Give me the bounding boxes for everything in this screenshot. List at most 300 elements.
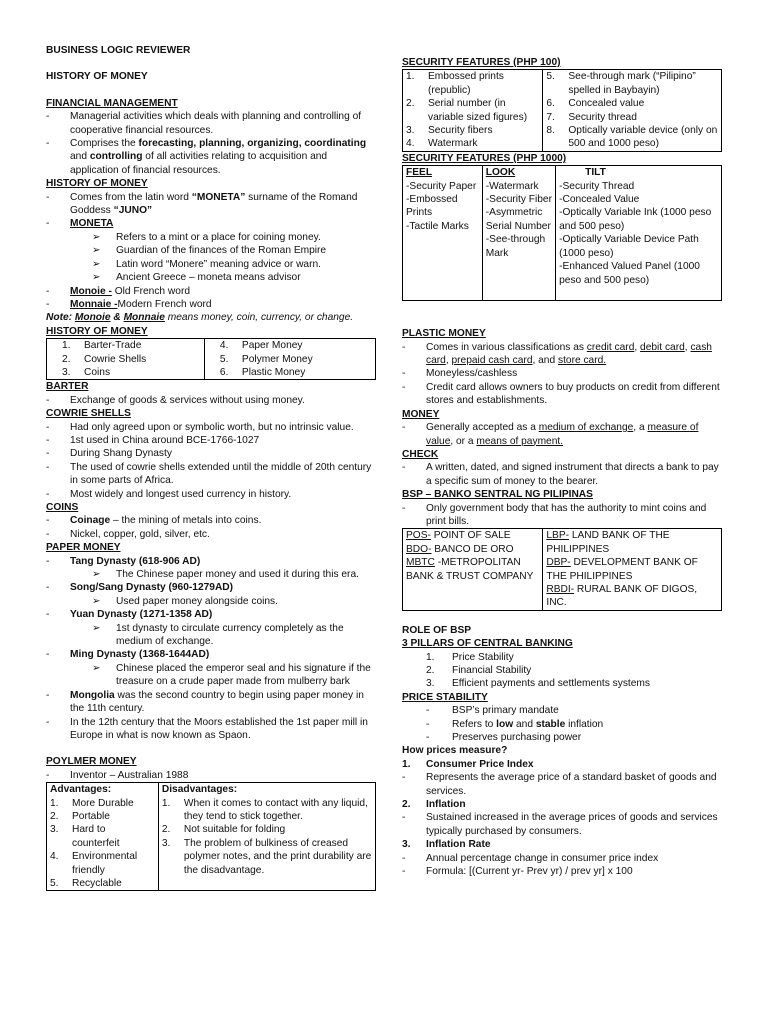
- table-cell: [556, 166, 722, 301]
- text: and: [70, 151, 90, 163]
- list-item: [46, 285, 376, 298]
- text: Mongolia: [70, 689, 115, 701]
- note: [46, 311, 376, 324]
- text: Inflation: [426, 799, 466, 811]
- text: Refers to a mint or a place for coining money.: [116, 231, 321, 243]
- text: 1.: [406, 71, 415, 83]
- dash: -: [46, 138, 50, 150]
- text: Modern French word: [117, 298, 212, 310]
- text: 2.: [426, 665, 435, 676]
- list-item: [50, 797, 155, 810]
- dash: -: [46, 716, 50, 728]
- text: During Shang Dynasty: [70, 448, 172, 460]
- text: In the 12th century that the Moors established the 1st paper mill in Europe in what is now known as Spaon.: [70, 716, 368, 741]
- list-item: [406, 137, 539, 150]
- text: When it comes to contact with any liquid, they tend to stick together.: [183, 797, 368, 822]
- text: and: [513, 718, 536, 730]
- text: 3.: [426, 678, 435, 690]
- list-item: -See-through Mark: [485, 234, 546, 259]
- text: surname of the Romand Goddess: [70, 191, 358, 217]
- list-item: [46, 662, 376, 689]
- list-item: [406, 556, 539, 583]
- paper-heading: PAPER MONEY: [46, 542, 121, 554]
- disadvantages-heading: Disadvantages:: [161, 784, 238, 796]
- dash: -: [46, 218, 50, 230]
- text: BDO-: [406, 543, 432, 555]
- list-item: [402, 677, 722, 690]
- text: [452, 718, 722, 731]
- text: &: [110, 312, 124, 324]
- list-item: [46, 488, 376, 501]
- text: Latin word “Monere” meaning advice or warn.: [116, 258, 321, 270]
- advantages-heading: Advantages:: [50, 784, 112, 796]
- text: Ancient Greece – moneta means advisor: [116, 272, 301, 284]
- text: [70, 298, 376, 311]
- polymer-table: [46, 782, 376, 891]
- table-cell: [403, 529, 543, 610]
- table-cell: [158, 783, 375, 891]
- list-item: -Security Paper: [406, 180, 477, 192]
- financial-management-heading: FINANCIAL MANAGEMENT: [46, 97, 178, 109]
- dash: -: [46, 191, 50, 203]
- right-column: [402, 56, 722, 879]
- dash: -: [46, 555, 50, 567]
- text: was the second country to begin using paper money in the 11th century.: [70, 689, 364, 715]
- list-item: [402, 502, 722, 529]
- bsp-heading: BSP – BANKO SENTRAL NG PILIPINAS: [402, 489, 593, 501]
- text: 2.: [161, 824, 171, 836]
- text: , a: [633, 422, 648, 434]
- text: Concealed value: [568, 98, 645, 110]
- text: 6.: [546, 98, 555, 110]
- text: 1.: [426, 651, 435, 663]
- list-item: [546, 529, 718, 556]
- list-item: [46, 581, 376, 594]
- text: low: [496, 718, 514, 730]
- text: 4.: [50, 851, 59, 863]
- list-item: [50, 877, 155, 890]
- text: Coins: [84, 366, 111, 378]
- list-item: [406, 97, 539, 124]
- price-stability-heading: PRICE STABILITY: [402, 691, 488, 703]
- text: Comprises the: [70, 138, 139, 150]
- dash: -: [426, 718, 430, 730]
- text: Efficient payments and settlements systems: [452, 678, 650, 690]
- list-item: [402, 381, 722, 408]
- text: Chinese placed the emperor seal and his signature if the treasure on a crude paper made from mulberry bark: [116, 662, 371, 688]
- text: 2.: [402, 799, 411, 811]
- dash: -: [46, 609, 50, 621]
- dash: -: [402, 866, 406, 878]
- text: Monnaie: [123, 312, 165, 324]
- text: “JUNO”: [113, 205, 153, 217]
- list-item: [46, 434, 376, 447]
- text: DBP-: [546, 557, 571, 569]
- text: Embossed prints (republic): [428, 71, 504, 96]
- text: Refers to: [452, 718, 497, 730]
- table-cell: [47, 783, 159, 891]
- text: Optically variable device (only on 500 and 1000 peso): [568, 125, 718, 150]
- bank-abbr-table: [402, 528, 722, 610]
- dash: -: [46, 515, 50, 527]
- coins-heading: COINS: [46, 502, 79, 513]
- text: Environmental friendly: [72, 851, 138, 876]
- list-item: -Embossed Prints: [406, 194, 458, 219]
- list-item: [50, 353, 201, 366]
- list-item: [402, 704, 722, 717]
- list-item: -Concealed Value: [559, 194, 640, 206]
- text: MBTC: [406, 557, 435, 569]
- feel-heading: FEEL: [406, 167, 433, 179]
- barter-heading: BARTER: [46, 381, 89, 393]
- text: debit card: [640, 341, 685, 353]
- text: Represents the average price of a standard basket of goods and services.: [426, 772, 717, 797]
- dash: -: [402, 422, 406, 434]
- cowrie-heading: COWRIE SHELLS: [46, 408, 131, 420]
- list-item: -Optically Variable Ink (1000 peso and 500 peso): [559, 207, 712, 232]
- list-item: [162, 837, 372, 877]
- text: Inventor – Australian 1988: [70, 769, 189, 781]
- list-item: [46, 394, 376, 407]
- list-item: [46, 191, 376, 218]
- text: 2.: [406, 98, 415, 110]
- text: 4.: [219, 340, 229, 352]
- sec1000-table: [402, 165, 722, 301]
- list-item: [546, 70, 718, 97]
- list-item: -Asymmetric Serial Number: [485, 207, 551, 232]
- list-item: [402, 664, 722, 677]
- text: POS-: [406, 530, 431, 542]
- arrow: ➢: [92, 622, 101, 634]
- list-item: [46, 622, 376, 649]
- list-item: [402, 421, 722, 448]
- text: cash card: [426, 341, 712, 367]
- list-item: [46, 421, 376, 434]
- text: Generally accepted as a: [426, 422, 539, 434]
- list-item: [46, 769, 376, 782]
- text: Cowrie Shells: [84, 353, 147, 365]
- dash: -: [426, 705, 430, 717]
- text: means money, coin, currency, or change.: [164, 312, 354, 324]
- list-item: -Security Thread: [559, 180, 635, 192]
- dash: -: [46, 689, 50, 701]
- text: More Durable: [72, 797, 134, 809]
- text: Old French word: [111, 285, 191, 297]
- arrow: ➢: [92, 231, 101, 243]
- list-item: [46, 244, 376, 257]
- text: 3.: [50, 824, 59, 836]
- text: 1.: [161, 797, 171, 809]
- pillars-heading: 3 PILLARS OF CENTRAL BANKING: [402, 638, 573, 650]
- list-item: [402, 341, 722, 368]
- dash: -: [46, 111, 50, 123]
- text: [70, 191, 376, 218]
- text: controlling: [89, 151, 143, 163]
- text: Plastic Money: [241, 366, 306, 378]
- text: 4.: [406, 138, 415, 150]
- text: Serial number (in variable sized figures): [428, 98, 528, 123]
- text: – the mining of metals into coins.: [110, 515, 262, 527]
- dash: -: [46, 582, 50, 594]
- text: Nickel, copper, gold, silver, etc.: [70, 528, 210, 540]
- text: ,: [445, 355, 452, 367]
- dash: -: [402, 368, 406, 380]
- text: 2.: [62, 353, 71, 365]
- list-item: [402, 771, 722, 798]
- list-item: [50, 339, 201, 352]
- text: A written, dated, and signed instrument that directs a bank to pay a specific sum of money to the bearer.: [426, 462, 719, 487]
- list-item: -Enhanced Valued Panel (1000 peso and 500 peso): [559, 261, 700, 286]
- polymer-heading: POYLMER MONEY: [46, 756, 137, 768]
- text: 1.: [50, 797, 59, 809]
- text: forecasting, planning, organizing, coordinating: [138, 138, 367, 150]
- list-item: -Watermark: [485, 180, 539, 192]
- dash: -: [46, 448, 50, 460]
- text: Financial Stability: [452, 665, 532, 676]
- text: RBDI-: [546, 583, 575, 595]
- text: ,: [684, 341, 691, 353]
- text: Managerial activities which deals with planning and controlling of cooperative financial resources.: [70, 111, 362, 136]
- text: Moneyless/cashless: [426, 368, 518, 380]
- text: Note:: [46, 312, 73, 324]
- text: Credit card allows owners to buy products on credit from different stores and establishments.: [426, 381, 720, 407]
- text: [426, 421, 722, 448]
- dash: -: [46, 394, 50, 406]
- text: Monnaie -: [70, 298, 118, 310]
- table-cell: [403, 166, 483, 301]
- text: Price Stability: [452, 651, 514, 663]
- text: Exchange of goods & services without using money.: [70, 394, 305, 406]
- text: RURAL BANK OF DIGOS, INC.: [546, 583, 698, 609]
- text: Monoie -: [70, 285, 112, 297]
- list-item: [50, 366, 201, 379]
- list-item: [546, 124, 718, 151]
- sec100-table: [402, 69, 722, 151]
- text: Consumer Price Index: [426, 758, 534, 770]
- list-item: [402, 718, 722, 731]
- list-item: [46, 258, 376, 271]
- moneta-label: MONETA: [70, 218, 114, 230]
- list-item: [46, 447, 376, 460]
- dash: -: [402, 852, 406, 864]
- text: Ming Dynasty (1368-1644AD): [70, 649, 210, 661]
- list-item: [208, 366, 372, 379]
- dash: -: [46, 285, 50, 297]
- dash: -: [46, 461, 50, 473]
- text: 3.: [62, 366, 71, 378]
- text: 2.: [50, 810, 59, 822]
- text: Security thread: [568, 111, 637, 123]
- text: LAND BANK OF THE PHILIPPINES: [546, 530, 670, 555]
- list-item: [402, 461, 722, 488]
- text: LBP-: [546, 530, 570, 542]
- list-item: [46, 298, 376, 311]
- text: , or a: [450, 435, 477, 447]
- text: Watermark: [428, 138, 478, 150]
- list-item: [402, 798, 722, 811]
- list-item: [46, 231, 376, 244]
- text: 7.: [546, 111, 555, 123]
- dash: -: [402, 341, 406, 353]
- text: Not suitable for folding: [183, 824, 286, 836]
- dash: -: [46, 528, 50, 540]
- list-item: [406, 70, 539, 97]
- arrow: ➢: [92, 272, 101, 284]
- text: Portable: [72, 810, 110, 822]
- dash: -: [402, 462, 406, 474]
- list-item: [546, 111, 718, 124]
- text: Had only agreed upon or symbolic worth, but no intrinsic value.: [70, 421, 354, 433]
- table-cell: [47, 339, 205, 380]
- text: 5.: [50, 877, 59, 889]
- text: 1.: [402, 758, 411, 770]
- list-item: [402, 731, 722, 744]
- text: prepaid cash card: [451, 355, 533, 367]
- text: BANCO DE ORO: [431, 543, 514, 555]
- history-table-heading: HISTORY OF MONEY: [46, 325, 148, 337]
- text: 5.: [219, 353, 229, 365]
- dash: -: [402, 502, 406, 514]
- history-table: [46, 338, 376, 380]
- text: Most widely and longest used currency in history.: [70, 488, 292, 500]
- text: means of payment.: [476, 435, 564, 447]
- text: Security fibers: [428, 125, 493, 137]
- text: Preserves purchasing power: [452, 732, 582, 744]
- text: Song/Sang Dynasty (960-1279AD): [70, 582, 234, 594]
- text: medium of exchange: [538, 422, 634, 434]
- text: [70, 689, 376, 716]
- list-item: [46, 528, 376, 541]
- text: [70, 514, 376, 527]
- dash: -: [402, 812, 406, 824]
- text: [70, 285, 376, 298]
- list-item: [46, 110, 376, 137]
- text: The used of cowrie shells extended until the middle of 20th century in some parts of Africa.: [70, 461, 372, 487]
- dash: -: [46, 488, 50, 500]
- list-item: [208, 339, 372, 352]
- history-title: HISTORY OF MONEY: [46, 71, 148, 83]
- text: Yuan Dynasty (1271-1358 AD): [70, 609, 213, 621]
- list-item: [402, 852, 722, 865]
- list-item: [208, 353, 372, 366]
- table-cell: [543, 529, 722, 610]
- list-item: [546, 97, 718, 110]
- text: Comes from the latin word: [70, 191, 192, 203]
- tilt-heading: TILT: [585, 167, 606, 179]
- list-item: [402, 865, 722, 878]
- text: Monoie: [74, 312, 111, 324]
- text: POINT OF SALE: [430, 530, 511, 542]
- list-item: [46, 514, 376, 527]
- text: Barter-Trade: [84, 340, 142, 352]
- text: inflation: [565, 718, 604, 730]
- text: DEVELOPMENT BANK OF THE PHILIPPINES: [546, 557, 698, 582]
- list-item: [46, 217, 376, 230]
- list-item: [46, 555, 376, 568]
- dash: -: [426, 732, 430, 744]
- text: BSP’s primary mandate: [452, 705, 559, 717]
- list-item: [46, 689, 376, 716]
- check-heading: CHECK: [402, 448, 439, 460]
- list-item: [46, 716, 376, 743]
- dash: -: [46, 298, 50, 310]
- text: Formula: [(Current yr- Prev yr) / prev yr] x 100: [426, 866, 633, 878]
- text: store card.: [557, 355, 607, 367]
- sec100-heading: SECURITY FEATURES (PHP 100): [402, 57, 561, 68]
- dash: -: [46, 434, 50, 446]
- text: The Chinese paper money and used it during this era.: [116, 569, 359, 581]
- role-heading: ROLE OF BSP: [402, 624, 472, 636]
- text: Sustained increased in the average prices of goods and services typically purchased by consumers.: [426, 812, 718, 837]
- arrow: ➢: [92, 245, 101, 257]
- text: -METROPOLITAN BANK & TRUST COMPANY: [406, 557, 534, 582]
- list-item: [46, 595, 376, 608]
- dash: -: [46, 769, 50, 781]
- text: [70, 137, 376, 177]
- list-item: -Optically Variable Device Path (1000 peso): [559, 234, 699, 259]
- list-item: [406, 529, 539, 542]
- text: 1st used in China around BCE-1766-1027: [70, 434, 260, 446]
- list-item: [46, 648, 376, 661]
- text: 1st dynasty to circulate currency completely as the medium of exchange.: [116, 622, 344, 648]
- plastic-heading: PLASTIC MONEY: [402, 328, 486, 340]
- list-item: [406, 124, 539, 137]
- text: 3.: [402, 839, 411, 851]
- list-item: [402, 811, 722, 838]
- text: Coinage: [70, 515, 111, 527]
- arrow: ➢: [92, 258, 101, 270]
- text: “MONETA”: [191, 191, 246, 203]
- table-cell: [204, 339, 375, 380]
- doc-title: BUSINESS LOGIC REVIEWER: [46, 45, 191, 56]
- sec1000-heading: SECURITY FEATURES (PHP 1000): [402, 152, 567, 164]
- history-heading: HISTORY OF MONEY: [46, 178, 148, 190]
- text: Annual percentage change in consumer price index: [426, 852, 659, 864]
- text: Only government body that has the authority to mint coins and print bills.: [426, 502, 707, 527]
- list-item: [50, 823, 155, 850]
- arrow: ➢: [92, 662, 101, 674]
- text: Polymer Money: [241, 353, 313, 365]
- dash: -: [402, 772, 406, 784]
- list-item: [546, 583, 718, 610]
- text: 6.: [219, 366, 229, 378]
- text: Paper Money: [241, 340, 303, 352]
- dash: -: [46, 421, 50, 433]
- table-cell: [403, 70, 543, 151]
- arrow: ➢: [92, 595, 101, 607]
- list-item: [46, 461, 376, 488]
- list-item: [546, 556, 718, 583]
- text: The problem of bulkiness of creased polymer notes, and the print durability are the disadvantage.: [183, 837, 372, 876]
- table-cell: [482, 166, 555, 301]
- list-item: -Security Fiber: [485, 194, 552, 206]
- text: 8.: [546, 125, 555, 137]
- look-heading: LOOK: [485, 167, 516, 179]
- text: , and: [532, 355, 558, 367]
- list-item: [46, 137, 376, 177]
- text: 3.: [161, 837, 171, 849]
- list-item: [50, 810, 155, 823]
- list-item: -Tactile Marks: [406, 220, 469, 232]
- text: stable: [535, 718, 566, 730]
- text: ,: [634, 341, 641, 353]
- text: Hard to counterfeit: [72, 824, 120, 849]
- text: 1.: [62, 340, 71, 352]
- money-heading: MONEY: [402, 408, 440, 420]
- arrow: ➢: [92, 569, 101, 581]
- measure-heading: How prices measure?: [402, 745, 508, 757]
- dash: -: [46, 649, 50, 661]
